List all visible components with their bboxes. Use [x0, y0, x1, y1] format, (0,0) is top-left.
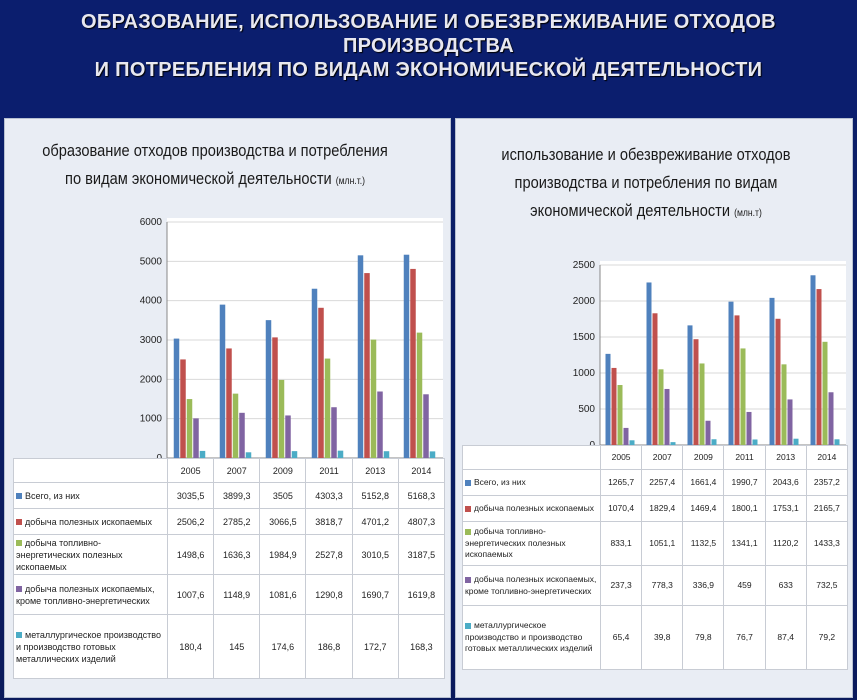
bar-2013-s0 [358, 255, 364, 458]
legend-swatch [16, 632, 22, 638]
x-tick-label: 2007 [642, 446, 683, 470]
bar-2005-s1 [612, 368, 617, 445]
y-tick-label: 2500 [572, 260, 595, 271]
data-label: 633 [765, 566, 806, 606]
data-label: 2506,2 [168, 509, 214, 535]
data-table [462, 445, 848, 670]
y-tick-label: 1000 [139, 413, 162, 425]
data-label: 1132,5 [683, 522, 724, 566]
y-tick-label: 500 [578, 404, 595, 415]
bar-2014-s3 [423, 394, 429, 458]
table-row [14, 575, 445, 615]
data-label: 1081,6 [260, 575, 306, 615]
x-tick-label: 2013 [352, 459, 398, 483]
data-label: 3818,7 [306, 509, 352, 535]
data-label: 172,7 [352, 615, 398, 679]
bar-2005-s4 [200, 451, 206, 458]
data-label: 180,4 [168, 615, 214, 679]
data-label: 2357,2 [806, 470, 847, 496]
data-label: 79,8 [683, 606, 724, 670]
header-banner [0, 0, 857, 118]
bar-2007-s0 [220, 305, 226, 458]
y-tick-label: 1000 [572, 368, 595, 379]
bar-2011-s2 [741, 348, 746, 445]
x-tick-label: 2011 [306, 459, 352, 483]
data-label: 4807,3 [398, 509, 444, 535]
bar-2014-s1 [410, 269, 416, 458]
table-header-row [14, 459, 445, 483]
bar-2005-s0 [174, 339, 180, 458]
y-tick-label: 3000 [139, 335, 162, 346]
x-tick-label: 2009 [260, 459, 306, 483]
legend-swatch [16, 519, 22, 525]
legend-entry [14, 615, 168, 679]
data-label: 1661,4 [683, 470, 724, 496]
data-label: 1990,7 [724, 470, 765, 496]
data-label: 3066,5 [260, 509, 306, 535]
data-label: 5152,8 [352, 483, 398, 509]
y-tick-label: 1500 [572, 332, 595, 343]
data-label: 3899,3 [214, 483, 260, 509]
data-label: 1690,7 [352, 575, 398, 615]
bar-2014-s0 [404, 255, 410, 458]
bar-2007-s1 [653, 313, 658, 445]
data-label: 3187,5 [398, 535, 444, 575]
bar-2011-s1 [735, 315, 740, 445]
y-tick-label: 5000 [139, 256, 162, 268]
chart-title-line1: образование отходов производства и потребления [42, 141, 388, 160]
y-tick-label: 2000 [572, 296, 595, 307]
series-name: добыча топливно-энергетических полезных ископаемых [465, 526, 566, 560]
data-label: 76,7 [724, 606, 765, 670]
bar-2013-s3 [788, 399, 793, 445]
data-label: 145 [214, 615, 260, 679]
bar-2014-s0 [811, 275, 816, 445]
legend-swatch [16, 493, 22, 499]
data-label: 237,3 [601, 566, 642, 606]
chart-title-line2: по видам экономической деятельности [65, 169, 332, 188]
bar-2007-s3 [239, 413, 245, 458]
bar-2014-s1 [817, 289, 822, 445]
legend-entry [14, 535, 168, 575]
chart-title-unit: (млн.т.) [335, 176, 365, 187]
data-label: 1341,1 [724, 522, 765, 566]
table-row [463, 606, 848, 670]
data-label: 2043,6 [765, 470, 806, 496]
data-label: 1984,9 [260, 535, 306, 575]
data-label: 2257,4 [642, 470, 683, 496]
data-label: 5168,3 [398, 483, 444, 509]
bar-2009-s4 [292, 451, 298, 458]
data-label: 1290,8 [306, 575, 352, 615]
chart-panel-usage [455, 118, 853, 698]
bar-2013-s4 [384, 451, 390, 458]
data-label: 1829,4 [642, 496, 683, 522]
bar-2009-s2 [700, 363, 705, 445]
legend-swatch [465, 529, 471, 535]
series-name: добыча полезных ископаемых, кроме топливно-энергетических [16, 583, 155, 606]
series-name: добыча полезных ископаемых [25, 516, 152, 527]
data-label: 1148,9 [214, 575, 260, 615]
series-name: металлургическое производство и производство готовых металлических изделий [16, 629, 161, 664]
data-label: 1800,1 [724, 496, 765, 522]
data-label: 2527,8 [306, 535, 352, 575]
bar-2011-s0 [312, 289, 318, 458]
data-label: 168,3 [398, 615, 444, 679]
table-row [463, 522, 848, 566]
legend-entry [14, 509, 168, 535]
data-label: 1265,7 [601, 470, 642, 496]
legend-entry [14, 575, 168, 615]
bar-2009-s1 [694, 339, 699, 445]
page-title-line1: ОБРАЗОВАНИЕ, ИСПОЛЬЗОВАНИЕ И ОБЕЗВРЕЖИВАНИЕ ОТХОДОВ ПРОИЗВОДСТВА [81, 11, 776, 57]
data-label: 4303,3 [306, 483, 352, 509]
data-label: 65,4 [601, 606, 642, 670]
data-label: 186,8 [306, 615, 352, 679]
data-label: 1120,2 [765, 522, 806, 566]
table-row [14, 509, 445, 535]
x-tick-label: 2007 [214, 459, 260, 483]
data-label: 1619,8 [398, 575, 444, 615]
bar-2014-s4 [430, 451, 436, 458]
table-row [463, 566, 848, 606]
bar-2011-s1 [318, 308, 324, 458]
table-row [14, 483, 445, 509]
data-label: 2785,2 [214, 509, 260, 535]
data-label: 2165,7 [806, 496, 847, 522]
bar-2005-s0 [606, 354, 611, 445]
data-table [13, 458, 445, 679]
y-tick-label: 6000 [139, 217, 162, 228]
data-label: 3010,5 [352, 535, 398, 575]
legend-swatch [16, 540, 22, 546]
bar-2005-s3 [193, 418, 199, 458]
data-label: 1469,4 [683, 496, 724, 522]
table-row [463, 470, 848, 496]
data-label: 87,4 [765, 606, 806, 670]
series-name: добыча полезных ископаемых [474, 502, 594, 513]
chart-title-line2: производства и потребления по видам [514, 173, 778, 192]
page-title [10, 10, 847, 82]
legend-entry [463, 470, 601, 496]
legend-entry [463, 496, 601, 522]
bar-2005-s1 [180, 359, 186, 458]
data-label: 732,5 [806, 566, 847, 606]
bar-2014-s2 [823, 342, 828, 445]
table-corner [463, 446, 601, 470]
data-label: 3505 [260, 483, 306, 509]
bar-2007-s2 [233, 394, 239, 458]
bar-2009-s0 [688, 325, 693, 445]
chart-title-unit: (млн.т) [734, 208, 762, 219]
data-label: 833,1 [601, 522, 642, 566]
data-label: 4701,2 [352, 509, 398, 535]
data-label: 1433,3 [806, 522, 847, 566]
data-label: 336,9 [683, 566, 724, 606]
data-label: 174,6 [260, 615, 306, 679]
table-corner [14, 459, 168, 483]
legend-entry [14, 483, 168, 509]
bar-2013-s1 [364, 273, 370, 458]
bar-2011-s0 [729, 302, 734, 445]
bar-2009-s0 [266, 320, 272, 458]
bar-2009-s2 [279, 380, 285, 458]
series-name: добыча полезных ископаемых, кроме топливно-энергетических [465, 574, 597, 596]
bar-2009-s3 [706, 421, 711, 445]
bar-2013-s2 [371, 340, 377, 458]
legend-swatch [16, 586, 22, 592]
chart-panel-formation [4, 118, 451, 698]
bar-2009-s1 [272, 337, 278, 458]
x-tick-label: 2013 [765, 446, 806, 470]
data-label: 1070,4 [601, 496, 642, 522]
legend-entry [463, 606, 601, 670]
legend-swatch [465, 506, 471, 512]
x-tick-label: 2005 [168, 459, 214, 483]
bar-2005-s2 [187, 399, 193, 458]
chart-title-line1: использование и обезвреживание отходов [501, 145, 791, 164]
bar-2007-s1 [226, 348, 232, 458]
legend-swatch [465, 480, 471, 486]
series-name: Всего, из них [474, 476, 526, 487]
legend-swatch [465, 577, 471, 583]
bar-2011-s3 [747, 412, 752, 445]
data-label: 1051,1 [642, 522, 683, 566]
bar-2011-s4 [338, 451, 344, 458]
bar-2009-s3 [285, 415, 291, 458]
table-row [14, 535, 445, 575]
data-label: 1498,6 [168, 535, 214, 575]
series-name: добыча топливно-энергетических полезных ископаемых [16, 537, 123, 572]
x-tick-label: 2014 [806, 446, 847, 470]
bar-2011-s2 [325, 359, 331, 458]
data-label: 778,3 [642, 566, 683, 606]
data-label: 3035,5 [168, 483, 214, 509]
bar-2007-s2 [659, 369, 664, 445]
x-tick-label: 2005 [601, 446, 642, 470]
series-name: металлургическое производство и производство готовых металлических изделий [465, 620, 593, 654]
data-label: 79,2 [806, 606, 847, 670]
bar-2013-s0 [770, 298, 775, 445]
chart-title-line3: экономической деятельности [530, 201, 731, 220]
bar-2007-s0 [647, 282, 652, 445]
data-label: 39,8 [642, 606, 683, 670]
bar-2011-s3 [331, 407, 337, 458]
table-row [463, 496, 848, 522]
x-tick-label: 2011 [724, 446, 765, 470]
legend-entry [463, 566, 601, 606]
legend-swatch [465, 623, 471, 629]
bar-2014-s3 [829, 392, 834, 445]
bar-2014-s2 [417, 333, 423, 458]
legend-entry [463, 522, 601, 566]
y-tick-label: 4000 [139, 295, 162, 307]
data-label: 459 [724, 566, 765, 606]
bar-2013-s1 [776, 319, 781, 445]
table-row [14, 615, 445, 679]
series-name: Всего, из них [25, 490, 80, 501]
data-label: 1753,1 [765, 496, 806, 522]
bar-2005-s2 [618, 385, 623, 445]
bar-2005-s3 [624, 428, 629, 445]
x-tick-label: 2014 [398, 459, 444, 483]
y-tick-label: 2000 [139, 374, 162, 386]
bar-2013-s2 [782, 364, 787, 445]
bar-2013-s3 [377, 391, 383, 458]
page-title-line2: И ПОТРЕБЛЕНИЯ ПО ВИДАМ ЭКОНОМИЧЕСКОЙ ДЕЯТЕЛЬНОСТИ [94, 59, 763, 81]
bar-2007-s3 [665, 389, 670, 445]
table-header-row [463, 446, 848, 470]
data-label: 1007,6 [168, 575, 214, 615]
x-tick-label: 2009 [683, 446, 724, 470]
data-label: 1636,3 [214, 535, 260, 575]
